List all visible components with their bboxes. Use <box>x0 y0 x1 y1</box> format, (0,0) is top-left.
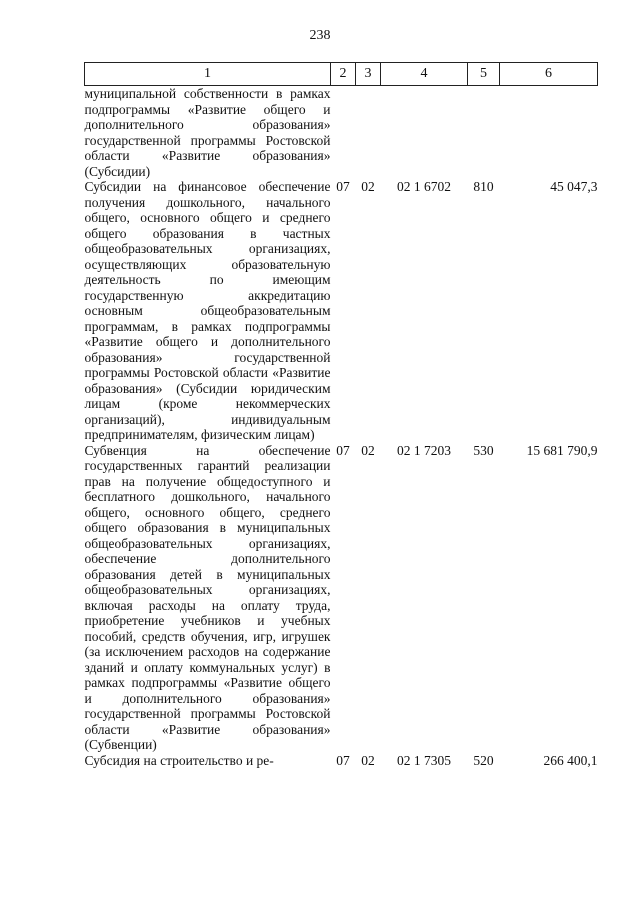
row-section: 07 <box>336 752 350 768</box>
row-description: Субсидия на строительство и ре- <box>84 752 274 768</box>
row-description: Субсидии на финансовое обеспечение получения дошкольного, начального общего, основного общего и среднего общего образования в частных общеобразовательных организациях, осуществляющих образовательную деятельность по имеющим государственную аккредитацию основным общеобразовательным программам, в рамках подпрограммы «Развитие общего и дополнительного образования» государственной программы Ростовской области «Развитие образования» (Субсидии юридическим лицам (кроме некоммерческих организаций), индивидуальным предпринимателям, физическим лицам) <box>84 179 331 442</box>
header-col-5: 5 <box>468 63 500 86</box>
row-section: 07 <box>336 179 350 194</box>
row-subsection: 02 <box>361 752 375 768</box>
table-row <box>85 179 598 443</box>
table-row <box>85 86 598 180</box>
table-row <box>85 443 598 753</box>
row-expense-type: 520 <box>473 752 494 768</box>
table-row <box>85 753 598 769</box>
row-description: муниципальной собственности в рамках подпрограммы «Развитие общего и дополнительного образования» государственной программы Ростовской области «Развитие образования» (Субсидии) <box>84 86 331 179</box>
row-amount: 15 681 790,9 <box>526 442 598 458</box>
row-expense-type: 530 <box>473 442 494 458</box>
row-expense-type: 810 <box>473 179 494 194</box>
row-expense-type <box>468 86 500 180</box>
row-subsection <box>356 86 381 180</box>
header-col-4: 4 <box>381 63 468 86</box>
header-col-1: 1 <box>85 63 331 86</box>
row-subsection: 02 <box>361 179 375 194</box>
row-section <box>331 86 356 180</box>
row-target-article: 02 1 6702 <box>397 179 451 194</box>
budget-table <box>84 62 598 768</box>
row-target-article <box>381 86 468 180</box>
row-target-article: 02 1 7203 <box>397 442 451 458</box>
row-target-article: 02 1 7305 <box>397 752 451 768</box>
row-subsection: 02 <box>361 442 375 458</box>
header-col-3: 3 <box>356 63 381 86</box>
row-amount: 266 400,1 <box>543 752 598 768</box>
header-row <box>85 63 598 86</box>
header-col-2: 2 <box>331 63 356 86</box>
row-section: 07 <box>336 442 350 458</box>
header-col-6: 6 <box>500 63 598 86</box>
page-number: 238 <box>309 28 331 43</box>
row-amount: 45 047,3 <box>550 179 598 194</box>
row-amount <box>500 86 598 180</box>
row-description: Субвенция на обеспечение государственных гарантий реализации прав на получение общедоступного и бесплатного дошкольного, начального общего, основного общего, среднего общего образования в муниципальных общеобразовательных организациях, обеспечение дополнительного образования детей в муниципальных общеобразовательных организациях, включая расходы на оплату труда, приобретение учебников и учебных пособий, средств обучения, игр, игрушек (за исключением расходов на содержание зданий и оплату коммунальных услуг) в рамках подпрограммы «Развитие общего и дополнительного образования» государственной программы Ростовской области «Развитие образования» (Субвенции) <box>84 442 331 752</box>
